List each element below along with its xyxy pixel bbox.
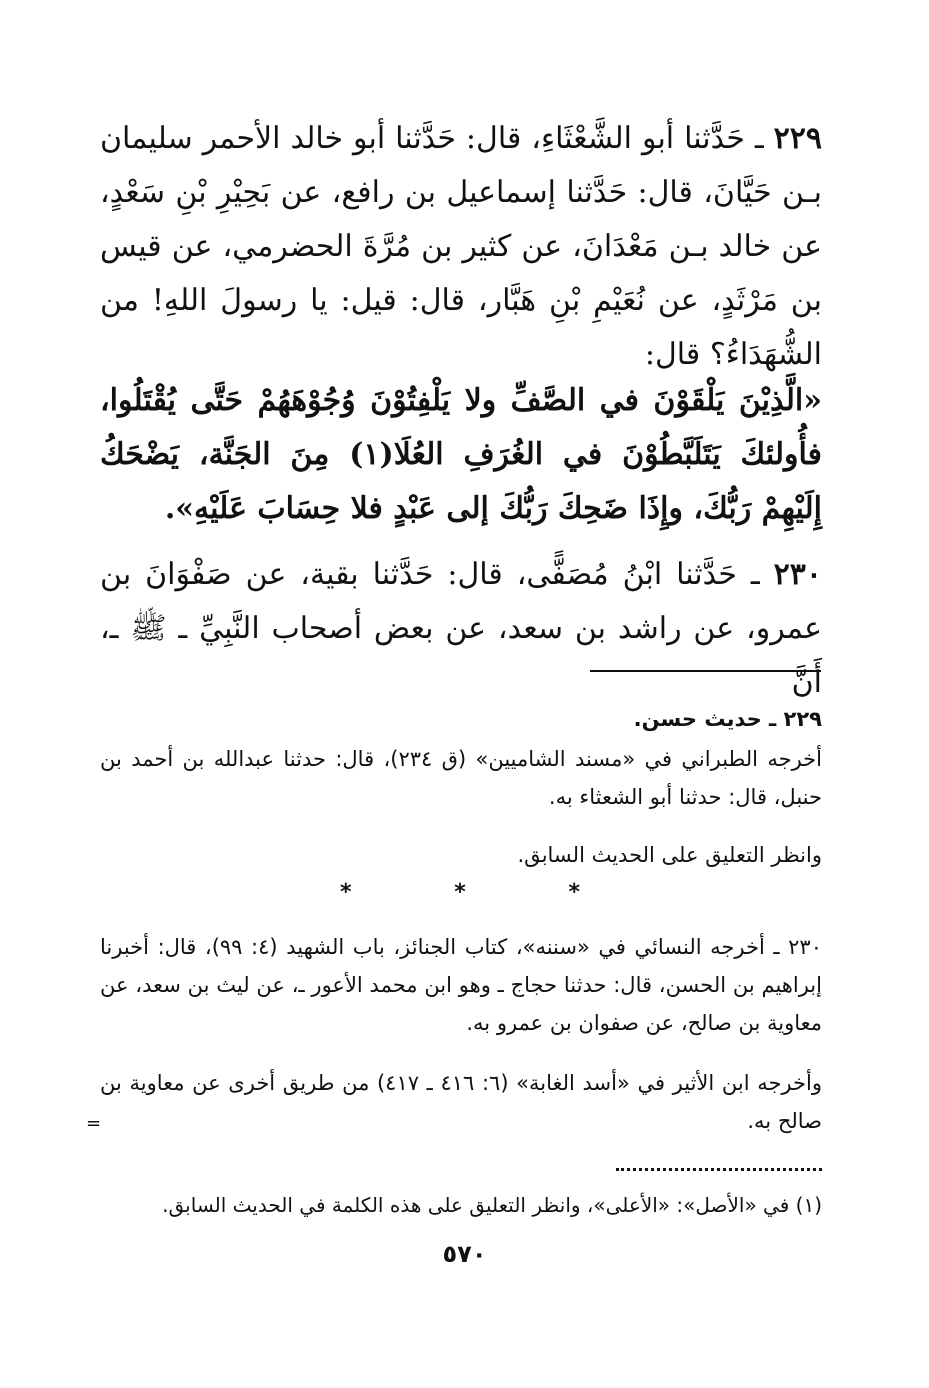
note-229-heading-text: ٢٢٩ ـ حديث حسن.: [633, 707, 822, 731]
note-230-second: [100, 1064, 822, 1140]
hadith-229-number: ٢٢٩: [773, 121, 822, 156]
hadith-230: [100, 548, 822, 710]
note-229-heading: [100, 700, 822, 738]
note-230-second-text: وأخرجه ابن الأثير في «أسد الغابة» (٦: ٤١٦ ـ ٤١٧) من طريق أخرى عن معاوية بن صالح به.: [100, 1071, 822, 1133]
section-divider-stars: [340, 880, 580, 905]
page-number: ٥٧٠: [442, 1240, 487, 1268]
star-divider: *: [568, 880, 580, 905]
footnote: [100, 1186, 822, 1224]
prophetic-quote: [100, 374, 822, 536]
note-229-reference: [100, 836, 822, 874]
note-230-first: [100, 928, 822, 1042]
note-229-body: [100, 740, 822, 816]
star-divider: *: [340, 880, 352, 905]
hadith-230-text: ـ حَدَّثنا ابْنُ مُصَفًّى، قال: حَدَّثنا بقية، عن صَفْوَانَ بن عمرو، عن راشد بن سعد، عن بعض أصحاب النَّبِيِّ ـ ﷺ ـ، أَنَّ: [100, 557, 822, 700]
hadith-230-number: ٢٣٠: [773, 557, 822, 592]
hadith-229: [100, 112, 822, 382]
star-divider: *: [454, 880, 466, 905]
continuation-mark: =: [86, 1113, 102, 1134]
hadith-230-paragraph: [100, 548, 822, 710]
hadith-229-paragraph: [100, 112, 822, 382]
footnote-text: (١) في «الأصل»: «الأعلى»، وانظر التعليق على هذه الكلمة في الحديث السابق.: [162, 1193, 822, 1217]
prophetic-quote-text: «الَّذِيْنَ يَلْقَوْنَ في الصَّفِّ ولا يَلْفِتُوْنَ وُجُوْهَهُمْ حَتَّى يُقْتَلُوا، فأُولئكَ يَتَلَبَّطُوْنَ في الغُرَفِ العُلَا(١) مِنَ الجَنَّة، يَضْحَكُ إِلَيْهِمْ رَبُّكَ، وإِذَا ضَحِكَ رَبُّكَ إلى عَبْدٍ فلا حِسَابَ عَلَيْهِ».: [100, 383, 822, 526]
note-230-first-text: ٢٣٠ ـ أخرجه النسائي في «سننه»، كتاب الجنائز، باب الشهيد (٤: ٩٩)، قال: أخبرنا إبراهيم بن الحسن، قال: حدثنا حجاج ـ وهو ابن محمد الأعور ـ، عن ليث بن سعد، عن معاوية بن صالح، عن صفوان بن عمرو به.: [100, 935, 822, 1035]
hadith-229-text: ـ حَدَّثنا أبو الشَّعْثَاءِ، قال: حَدَّثنا أبو خالد الأحمر سليمان بـن حَيَّانَ، قال: حَدَّثنا إسماعيل بن رافع، عن بَحِيْرِ بْنِ سَعْدٍ، عن خالد بـن مَعْدَانَ، عن كثير بن مُرَّةَ الحضرمي، عن قيس بن مَرْثَدٍ، عن نُعَيْمِ بْنِ هَبَّار، قال: قيل: يا رسولَ اللهِ! من الشُّهَدَاءُ؟ قال:: [100, 121, 822, 372]
note-229-reference-text: وانظر التعليق على الحديث السابق.: [517, 843, 822, 867]
note-229-body-text: أخرجه الطبراني في «مسند الشاميين» (ق ٢٣٤)، قال: حدثنا عبدالله بن أحمد بن حنبل، قال: حدثنا أبو الشعثاء به.: [100, 747, 822, 809]
footnote-dotted-separator: [616, 1168, 822, 1171]
notes-separator-line: [590, 670, 821, 672]
